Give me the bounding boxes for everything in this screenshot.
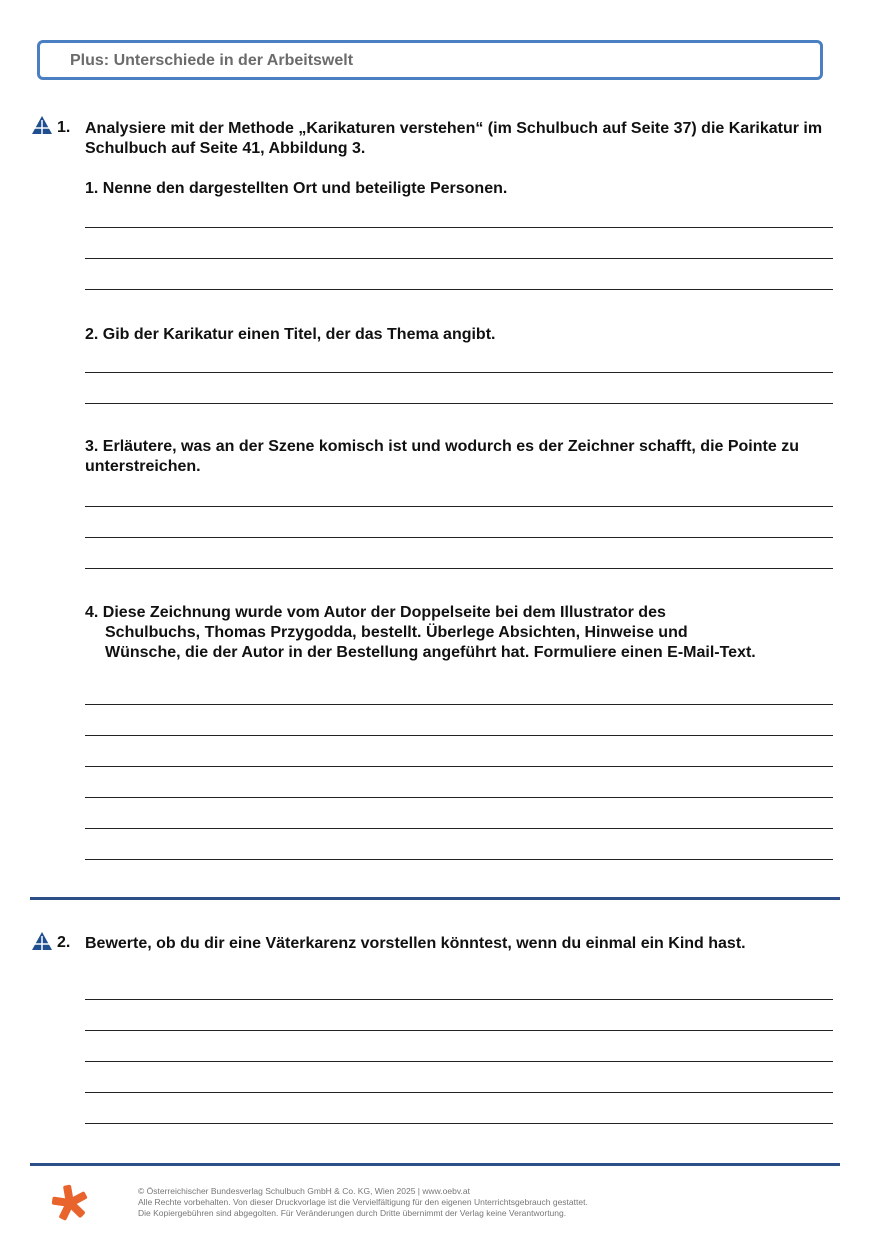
task-2-text: Bewerte, ob du dir eine Väterkarenz vorstellen könntest, wenn du einmal ein Kind hast. [85,935,746,952]
subtask-1: 1. Nenne den dargestellten Ort und beteiligte Personen. [85,180,508,197]
answer-line[interactable] [85,1030,833,1031]
publisher-logo-icon [50,1183,90,1223]
answer-line[interactable] [85,735,833,736]
answer-line[interactable] [85,1061,833,1062]
answer-line[interactable] [85,506,833,507]
subtask-4-line-2: Schulbuchs, Thomas Przygodda, bestellt. Überlege Absichten, Hinweise und [105,624,688,641]
footer-line-3: Die Kopiergebühren sind abgegolten. Für Veränderungen durch Dritte übernimmt der Verlag keine Verantwortung. [138,1208,567,1218]
triangle-level-icon [32,932,52,950]
subtask-3: 3. Erläutere, was an der Szene komisch ist und wodurch es der Zeichner schafft, die Pointe zu unterstreichen. [85,438,799,475]
answer-line[interactable] [85,1123,833,1124]
task-1-number: 1. [57,119,71,136]
answer-line[interactable] [85,1092,833,1093]
answer-line[interactable] [85,227,833,228]
answer-line[interactable] [85,859,833,860]
answer-line[interactable] [85,999,833,1000]
answer-line[interactable] [85,289,833,290]
answer-line[interactable] [85,372,833,373]
footer-divider [30,1163,840,1166]
answer-line[interactable] [85,704,833,705]
subtask-4-line-1: 4. Diese Zeichnung wurde vom Autor der Doppelseite bei dem Illustrator des [85,604,666,621]
task-1-text: Analysiere mit der Methode „Karikaturen verstehen“ (im Schulbuch auf Seite 37) die Karikatur im Schulbuch auf Seite 41, Abbildung 3. [85,120,823,157]
footer-line-1: © Österreichischer Bundesverlag Schulbuch GmbH & Co. KG, Wien 2025 | www.oebv.at [138,1186,470,1196]
answer-line[interactable] [85,258,833,259]
triangle-level-icon [32,116,52,134]
answer-line[interactable] [85,797,833,798]
header-box [37,40,823,80]
answer-line[interactable] [85,403,833,404]
section-divider [30,897,840,900]
page-title: Plus: Unterschiede in der Arbeitswelt [70,52,354,69]
task-2-number: 2. [57,934,71,951]
subtask-4 [85,603,845,663]
answer-line[interactable] [85,828,833,829]
subtask-2: 2. Gib der Karikatur einen Titel, der das Thema angibt. [85,326,496,343]
answer-line[interactable] [85,766,833,767]
copyright-footer [138,1186,588,1219]
subtask-4-line-3: Wünsche, die der Autor in der Bestellung angeführt hat. Formuliere einen E-Mail-Text. [105,644,756,661]
answer-line[interactable] [85,537,833,538]
answer-line[interactable] [85,568,833,569]
footer-line-2: Alle Rechte vorbehalten. Von dieser Druckvorlage ist die Vervielfältigung für den eigenen Unterrichtsgebrauch gestattet. [138,1197,588,1207]
